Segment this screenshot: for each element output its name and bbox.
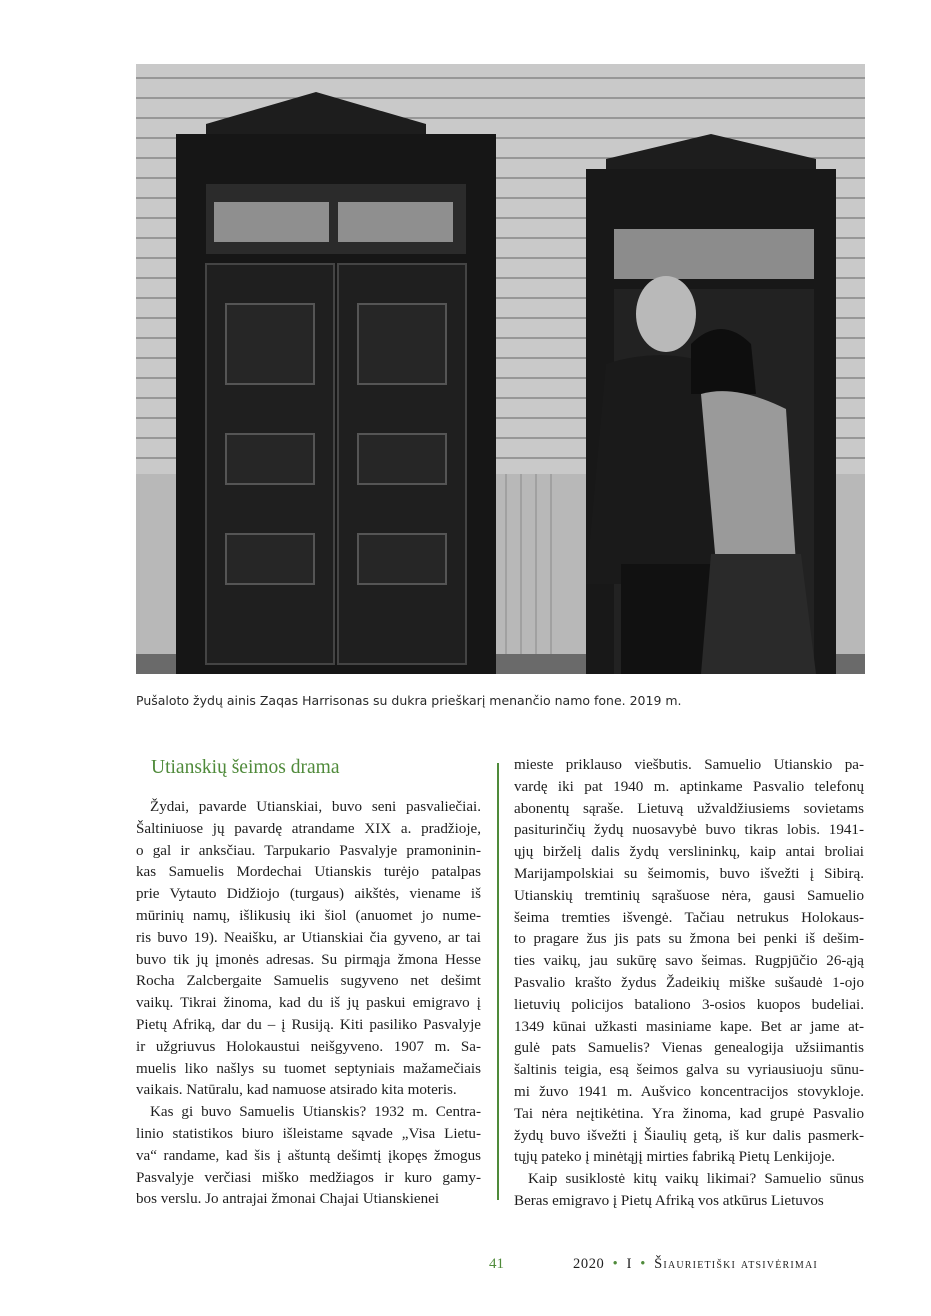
text-line: vaikų. Tikrai žinoma, kad du iš jų paskui emigravo į (136, 995, 481, 1012)
journal-footer (573, 1256, 818, 1273)
footer-separator: • (640, 1256, 646, 1272)
text-line: Kaip susiklostė kitų vaikų likimai? Samuelio sūnus (528, 1171, 864, 1188)
text-line: Šaltiniuose jų pavardę atrandame XIX a. pradžioje, (136, 820, 481, 837)
photo-icon (136, 64, 865, 674)
text-line: ir užgriuvus Holokaustui neišgyveno. 1907 m. Sa- (136, 1038, 481, 1055)
text-line: šeima tremties išvengė. Tačiau netrukus Holokaus- (514, 909, 864, 926)
article-photo (136, 64, 865, 674)
text-line: Pasvalyje verčiasi miško medžiagos ir kuro gamy- (136, 1169, 481, 1186)
text-line: šaltinis teigia, esą šeimos galva su vyriausiuoju sūnu- (514, 1062, 864, 1079)
text-line: pasiturinčių žydų nuosavybė buvo tikras lobis. 1941- (514, 822, 864, 839)
text-line: muelis liko našlys su tuomet septyniais mažamečiais (136, 1060, 481, 1077)
text-line: mieste priklauso viešbutis. Samuelio Utianskio pa- (514, 757, 864, 773)
text-line: Rocha Zalcbergaite Samuelis sugyveno net dešimt (136, 973, 481, 990)
text-line: ties vaikų, jau sukūrę savo šeimas. Rugpjūčio 26-ąją (514, 953, 864, 970)
text-line: Beras emigravo į Pietų Afriką vos atkūrus Lietuvos (514, 1192, 824, 1209)
text-line: buvo tik jų įmonės adresas. Su pirmąja žmona Hesse (136, 951, 481, 968)
text-line: lietuvių policijos bataliono 3-osios kuopos budeliai. (514, 996, 864, 1013)
text-line: Pietų Afriką, dar du – į Rusiją. Kiti pasiliko Pasvalyje (136, 1016, 481, 1033)
text-line: bos verslu. Jo antrajai žmonai Chajai Utianskienei (136, 1191, 440, 1208)
text-line: Pasvalio krašto žydus Žadeikių miške sušaudė 1-ojo (514, 974, 864, 991)
text-line: prie Vytauto Didžiojo (turgaus) aikštės, viename iš (136, 886, 481, 903)
text-line: Tai nėra neįtikėtina. Yra žinoma, kad grupė Pasvalio (514, 1105, 864, 1122)
article-left-column (136, 797, 481, 1211)
text-line: ųjų birželį dalis žydų verslininkų, kaip antai broliai (514, 844, 864, 861)
text-line: žydų buvo išvežti į Šiaulių getą, iš kur dalis pasmerk- (514, 1127, 864, 1144)
column-divider (497, 763, 499, 1200)
footer-year: 2020 (573, 1256, 605, 1272)
text-line: vardę iki pat 1940 m. aptinkame Pasvalio telefonų (514, 778, 864, 795)
text-line: mi žuvo 1941 m. Aušvico koncentracijos stovykloje. (514, 1083, 864, 1100)
article-right-column (514, 755, 864, 1213)
text-line: Utianskių tremtinių sąrašuose nėra, gausi Samuelio (514, 887, 864, 904)
text-line: Marijampolskiai su šeimomis, buvo išvežti į Sibirą. (514, 865, 864, 882)
journal-name: Šiaurietiški atsivėrimai (654, 1256, 818, 1272)
text-line: gulė pats Samuelis? Vienas genealogija užsiimantis (514, 1040, 864, 1057)
text-line: Kas gi buvo Samuelis Utianskis? 1932 m. Centra- (150, 1104, 481, 1121)
text-line: Žydai, pavarde Utianskiai, buvo seni pasvaliečiai. (150, 799, 481, 815)
text-line: va“ randame, kad šis į aštuntą dešimtį įkopęs žmogus (136, 1147, 481, 1164)
text-line: tųjų pateko į minėtąjį mirties fabriką Pietų Lenkijoje. (514, 1149, 836, 1166)
text-line: abonentų sąraše. Lietuvą užvaldžiusiems sovietams (514, 800, 864, 817)
page-number: 41 (489, 1256, 504, 1272)
section-title: Utianskių šeimos drama (151, 757, 340, 778)
photo-caption: Pušaloto žydų ainis Zaqas Harrisonas su dukra prieškarį menančio namo fone. 2019 m. (136, 693, 682, 708)
text-line: mūrinių namų, išlikusių iki šiol (anuomet jo nume- (136, 907, 481, 924)
text-line: to pragare žus jis pats su žmona bei penki iš dešim- (514, 931, 864, 948)
footer-separator: • (612, 1256, 619, 1272)
text-line: kas Samuelis Mordechai Utianskis turėjo patalpas (136, 864, 481, 881)
text-line: linio statistikos biuro išleistame sąvade „Visa Lietu- (136, 1125, 481, 1142)
text-line: 1349 kūnai užkasti masiniame kape. Bet ar jame at- (514, 1018, 864, 1035)
text-line: o gal ir anksčiau. Tarpukario Pasvalyje pramoninin- (136, 842, 481, 859)
footer-issue: I (626, 1256, 632, 1272)
text-line: vaikais. Natūralu, kad namuose atsirado kita moteris. (136, 1082, 457, 1099)
text-line: ris buvo 19). Neaišku, ar Utianskiai čia gyveno, ar tai (136, 929, 481, 946)
